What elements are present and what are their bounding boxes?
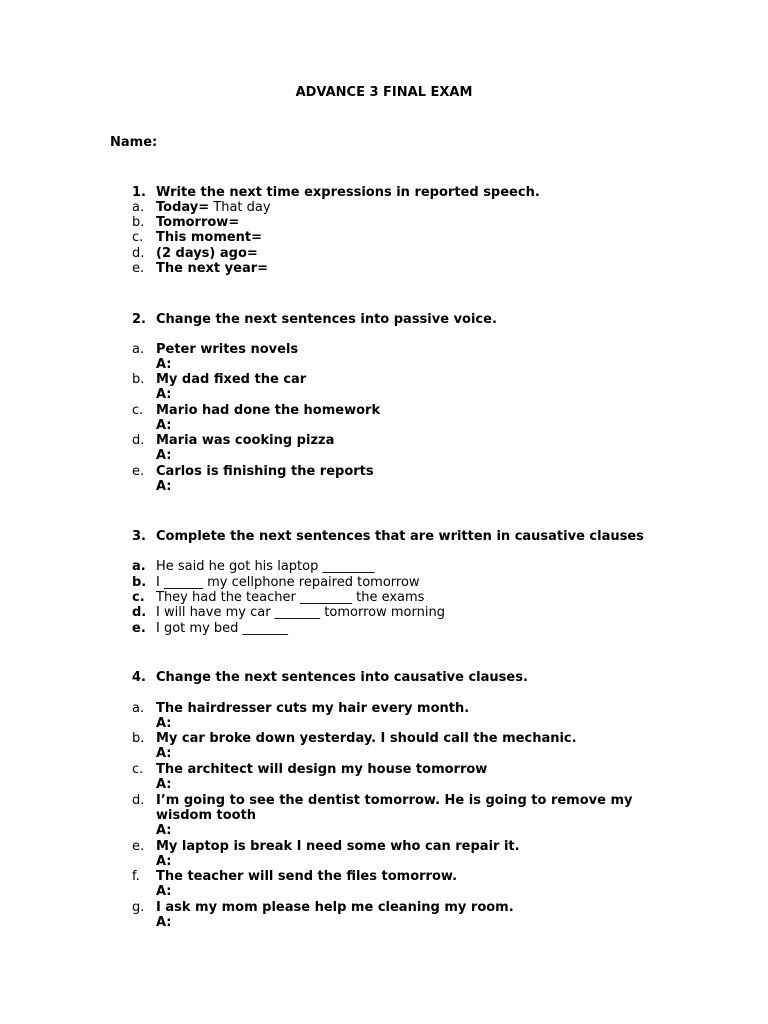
list-item: My car broke down yesterday. I should call the mechanic. — [156, 731, 577, 746]
name-label: Name: — [110, 135, 158, 150]
list-item: I got my bed _______ — [156, 621, 289, 636]
question-number: 2. — [132, 312, 146, 327]
answer-label: A: — [156, 854, 172, 869]
list-item: My dad fixed the car — [156, 372, 307, 387]
item-letter: e. — [132, 464, 145, 479]
item-letter: d. — [132, 433, 145, 448]
item-letter: f. — [132, 869, 140, 884]
answer-label: A: — [156, 884, 172, 899]
item-label: (2 days) ago= — [156, 246, 258, 261]
item-letter: d. — [132, 246, 145, 261]
question-prompt: Complete the next sentences that are written in causative clauses — [156, 529, 644, 544]
list-item: The hairdresser cuts my hair every month. — [156, 701, 470, 716]
question-prompt: Change the next sentences into passive voice. — [156, 312, 497, 327]
list-item: I ______ my cellphone repaired tomorrow — [156, 575, 420, 590]
list-item: I ask my mom please help me cleaning my room. — [156, 900, 514, 915]
answer-label: A: — [156, 716, 172, 731]
item-letter: a. — [132, 701, 145, 716]
question-prompt: Change the next sentences into causative clauses. — [156, 670, 528, 685]
item-letter: e. — [132, 621, 146, 636]
item-letter: e. — [132, 839, 145, 854]
question-number: 4. — [132, 670, 146, 685]
item-label: Tomorrow= — [156, 215, 240, 230]
list-item: He said he got his laptop ________ — [156, 559, 375, 574]
item-letter: c. — [132, 403, 144, 418]
answer-label: A: — [156, 357, 172, 372]
list-item: I’m going to see the dentist tomorrow. He is going to remove my — [156, 793, 633, 808]
page-title: ADVANCE 3 FINAL EXAM — [295, 85, 473, 100]
item-letter: b. — [132, 215, 145, 230]
answer-label: A: — [156, 915, 172, 930]
item-answer: That day — [209, 200, 271, 215]
item-letter: e. — [132, 261, 145, 276]
item-letter: c. — [132, 762, 144, 777]
item-letter: d. — [132, 793, 145, 808]
item-letter: a. — [132, 200, 145, 215]
item-label: The next year= — [156, 261, 269, 276]
list-item: Peter writes novels — [156, 342, 299, 357]
item-letter: b. — [132, 575, 147, 590]
list-item-continuation: wisdom tooth — [156, 808, 257, 823]
answer-label: A: — [156, 823, 172, 838]
item-letter: g. — [132, 900, 145, 915]
question-prompt: Write the next time expressions in reported speech. — [156, 185, 540, 200]
list-item: They had the teacher ________ the exams — [156, 590, 425, 605]
item-label: Today= — [156, 200, 210, 215]
answer-label: A: — [156, 418, 172, 433]
answer-label: A: — [156, 777, 172, 792]
item-letter: a. — [132, 559, 146, 574]
item-label: This moment= — [156, 230, 263, 245]
list-item: My laptop is break I need some who can repair it. — [156, 839, 520, 854]
item-letter: c. — [132, 590, 145, 605]
item-letter: b. — [132, 731, 145, 746]
question-number: 3. — [132, 529, 146, 544]
list-item: The teacher will send the files tomorrow. — [156, 869, 458, 884]
list-item: The architect will design my house tomorrow — [156, 762, 488, 777]
answer-label: A: — [156, 387, 172, 402]
item-letter: d. — [132, 605, 147, 620]
list-item: I will have my car _______ tomorrow morning — [156, 605, 445, 620]
item-letter: b. — [132, 372, 145, 387]
list-item: Mario had done the homework — [156, 403, 381, 418]
answer-label: A: — [156, 746, 172, 761]
list-item — [156, 200, 271, 215]
item-letter: a. — [132, 342, 145, 357]
answer-label: A: — [156, 479, 172, 494]
list-item: Maria was cooking pizza — [156, 433, 335, 448]
list-item: Carlos is finishing the reports — [156, 464, 374, 479]
question-number: 1. — [132, 185, 146, 200]
item-letter: c. — [132, 230, 144, 245]
answer-label: A: — [156, 448, 172, 463]
